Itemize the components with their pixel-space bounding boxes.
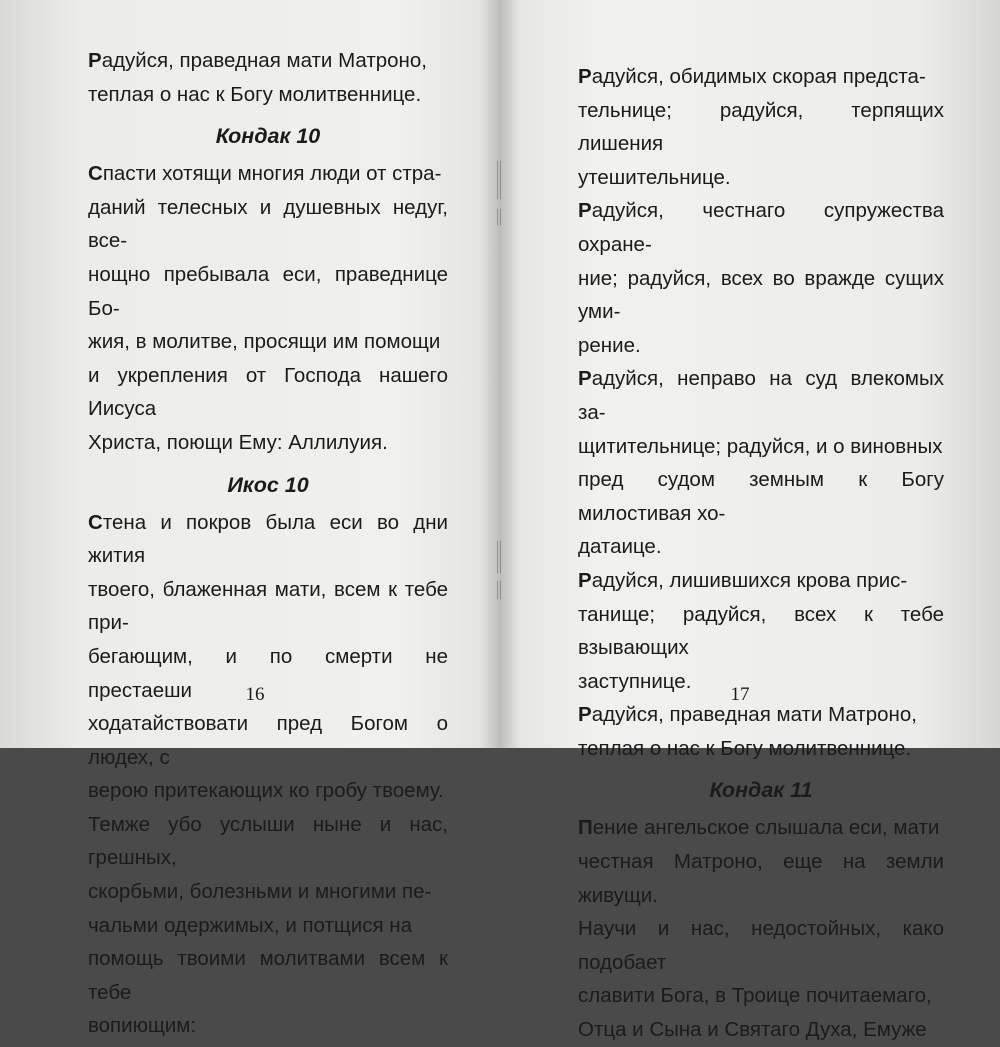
text-line: адуйся, лишившихся крова прис-: [591, 568, 908, 592]
text-line: твоего, блаженная мати, всем к тебе при-: [88, 577, 448, 635]
text-line: ходатайствовати пред Богом о людех, с: [88, 712, 448, 769]
text-line: даний телесных и душевных недуг, все-: [88, 195, 448, 253]
right-page: [500, 0, 1000, 1042]
text-line: ние; радуйся, всех во вражде сущих уми-: [578, 266, 944, 324]
text-line: чальми одержимых, и потщися на: [88, 913, 412, 937]
text-line: танище; радуйся, всех к тебе взывающих: [578, 602, 944, 660]
text-line: утешительнице.: [578, 165, 731, 189]
text-line: адуйся, неправо на суд влекомых за-: [578, 367, 944, 424]
drop-letter: П: [578, 816, 593, 840]
text-line: верою притекающих ко гробу твоему.: [88, 779, 444, 803]
ikos-10-text: [88, 506, 448, 1044]
right-paragraph-3: [578, 362, 944, 564]
drop-letter: Р: [578, 703, 592, 727]
drop-letter: Р: [578, 199, 592, 223]
left-page-text: [88, 44, 448, 1043]
text-line: нощно пребывала еси, праведнице Бо-: [88, 262, 448, 320]
right-paragraph-5: [578, 698, 944, 765]
text-line: Темже убо услыши ныне и нас, грешных,: [88, 812, 448, 870]
kondak-10-heading: Кондак 10: [215, 124, 321, 149]
text-line: адуйся, честнаго супружества охране-: [578, 199, 944, 256]
text-line: ение ангельское слышала еси, мати: [592, 816, 940, 840]
text-line: тена и покров была еси во дни жития: [88, 510, 448, 568]
right-paragraph-1: [578, 60, 944, 194]
text-line: Отца и Сына и Святаго Духа, Емуже: [578, 1018, 927, 1042]
text-line: честная Матроно, еще на земли живущи.: [578, 850, 944, 907]
text-line: тельнице; радуйся, терпящих лишения: [578, 98, 944, 156]
kondak-10-text: [88, 157, 448, 459]
kondak-11-heading: Кондак 11: [709, 778, 813, 803]
text-line: пасти хотящи многия люди от стра-: [102, 162, 442, 186]
text-line: теплая о нас к Богу молитвеннице.: [88, 82, 422, 106]
text-line: пред судом земным к Богу милостивая хо-: [578, 468, 944, 525]
text-line: датаице.: [578, 535, 662, 559]
text-line: адуйся, обидимых скорая предста-: [591, 65, 926, 88]
right-paragraph-4: [578, 564, 944, 698]
text-line: теплая о нас к Богу молитвеннице.: [578, 736, 912, 760]
page-number-left: 16: [245, 684, 265, 705]
text-line: и укрепления от Господа нашего Иисуса: [88, 363, 448, 421]
text-line: Научи и нас, недостойных, како подобает: [578, 917, 944, 974]
right-paragraph-2: [578, 194, 944, 362]
text-line: бегающим, и по смерти не престаеши: [88, 644, 448, 702]
right-page-text: [578, 60, 944, 1047]
left-page: [0, 0, 500, 1038]
drop-letter: С: [88, 162, 103, 186]
drop-letter: Р: [88, 49, 102, 72]
drop-letter: Р: [578, 65, 592, 88]
text-line: заступнице.: [578, 669, 692, 693]
ikos-10-heading: Икос 10: [227, 472, 309, 497]
text-line: Христа, поющи Ему: Аллилуия.: [88, 430, 388, 454]
left-opening-paragraph: [88, 44, 448, 111]
kondak-11-text: [578, 811, 944, 1046]
text-line: скорбьми, болезньми и многими пе-: [88, 880, 432, 904]
text-line: жия, в молитве, просящи им помощи: [88, 330, 441, 354]
text-line: адуйся, праведная мати Матроно,: [101, 49, 427, 72]
text-line: славити Бога, в Троице почитаемаго,: [578, 984, 932, 1008]
drop-letter: С: [88, 510, 103, 534]
drop-letter: Р: [578, 367, 592, 391]
text-line: рение.: [578, 333, 641, 357]
text-line: помощь твоими молитвами всем к тебе: [88, 947, 448, 1004]
text-line: адуйся, праведная мати Матроно,: [591, 703, 917, 727]
drop-letter: Р: [578, 568, 592, 592]
text-line: щитительнице; радуйся, и о виновных: [578, 434, 943, 458]
page-number-right: 17: [730, 684, 750, 705]
text-line: вопиющим:: [88, 1014, 197, 1038]
